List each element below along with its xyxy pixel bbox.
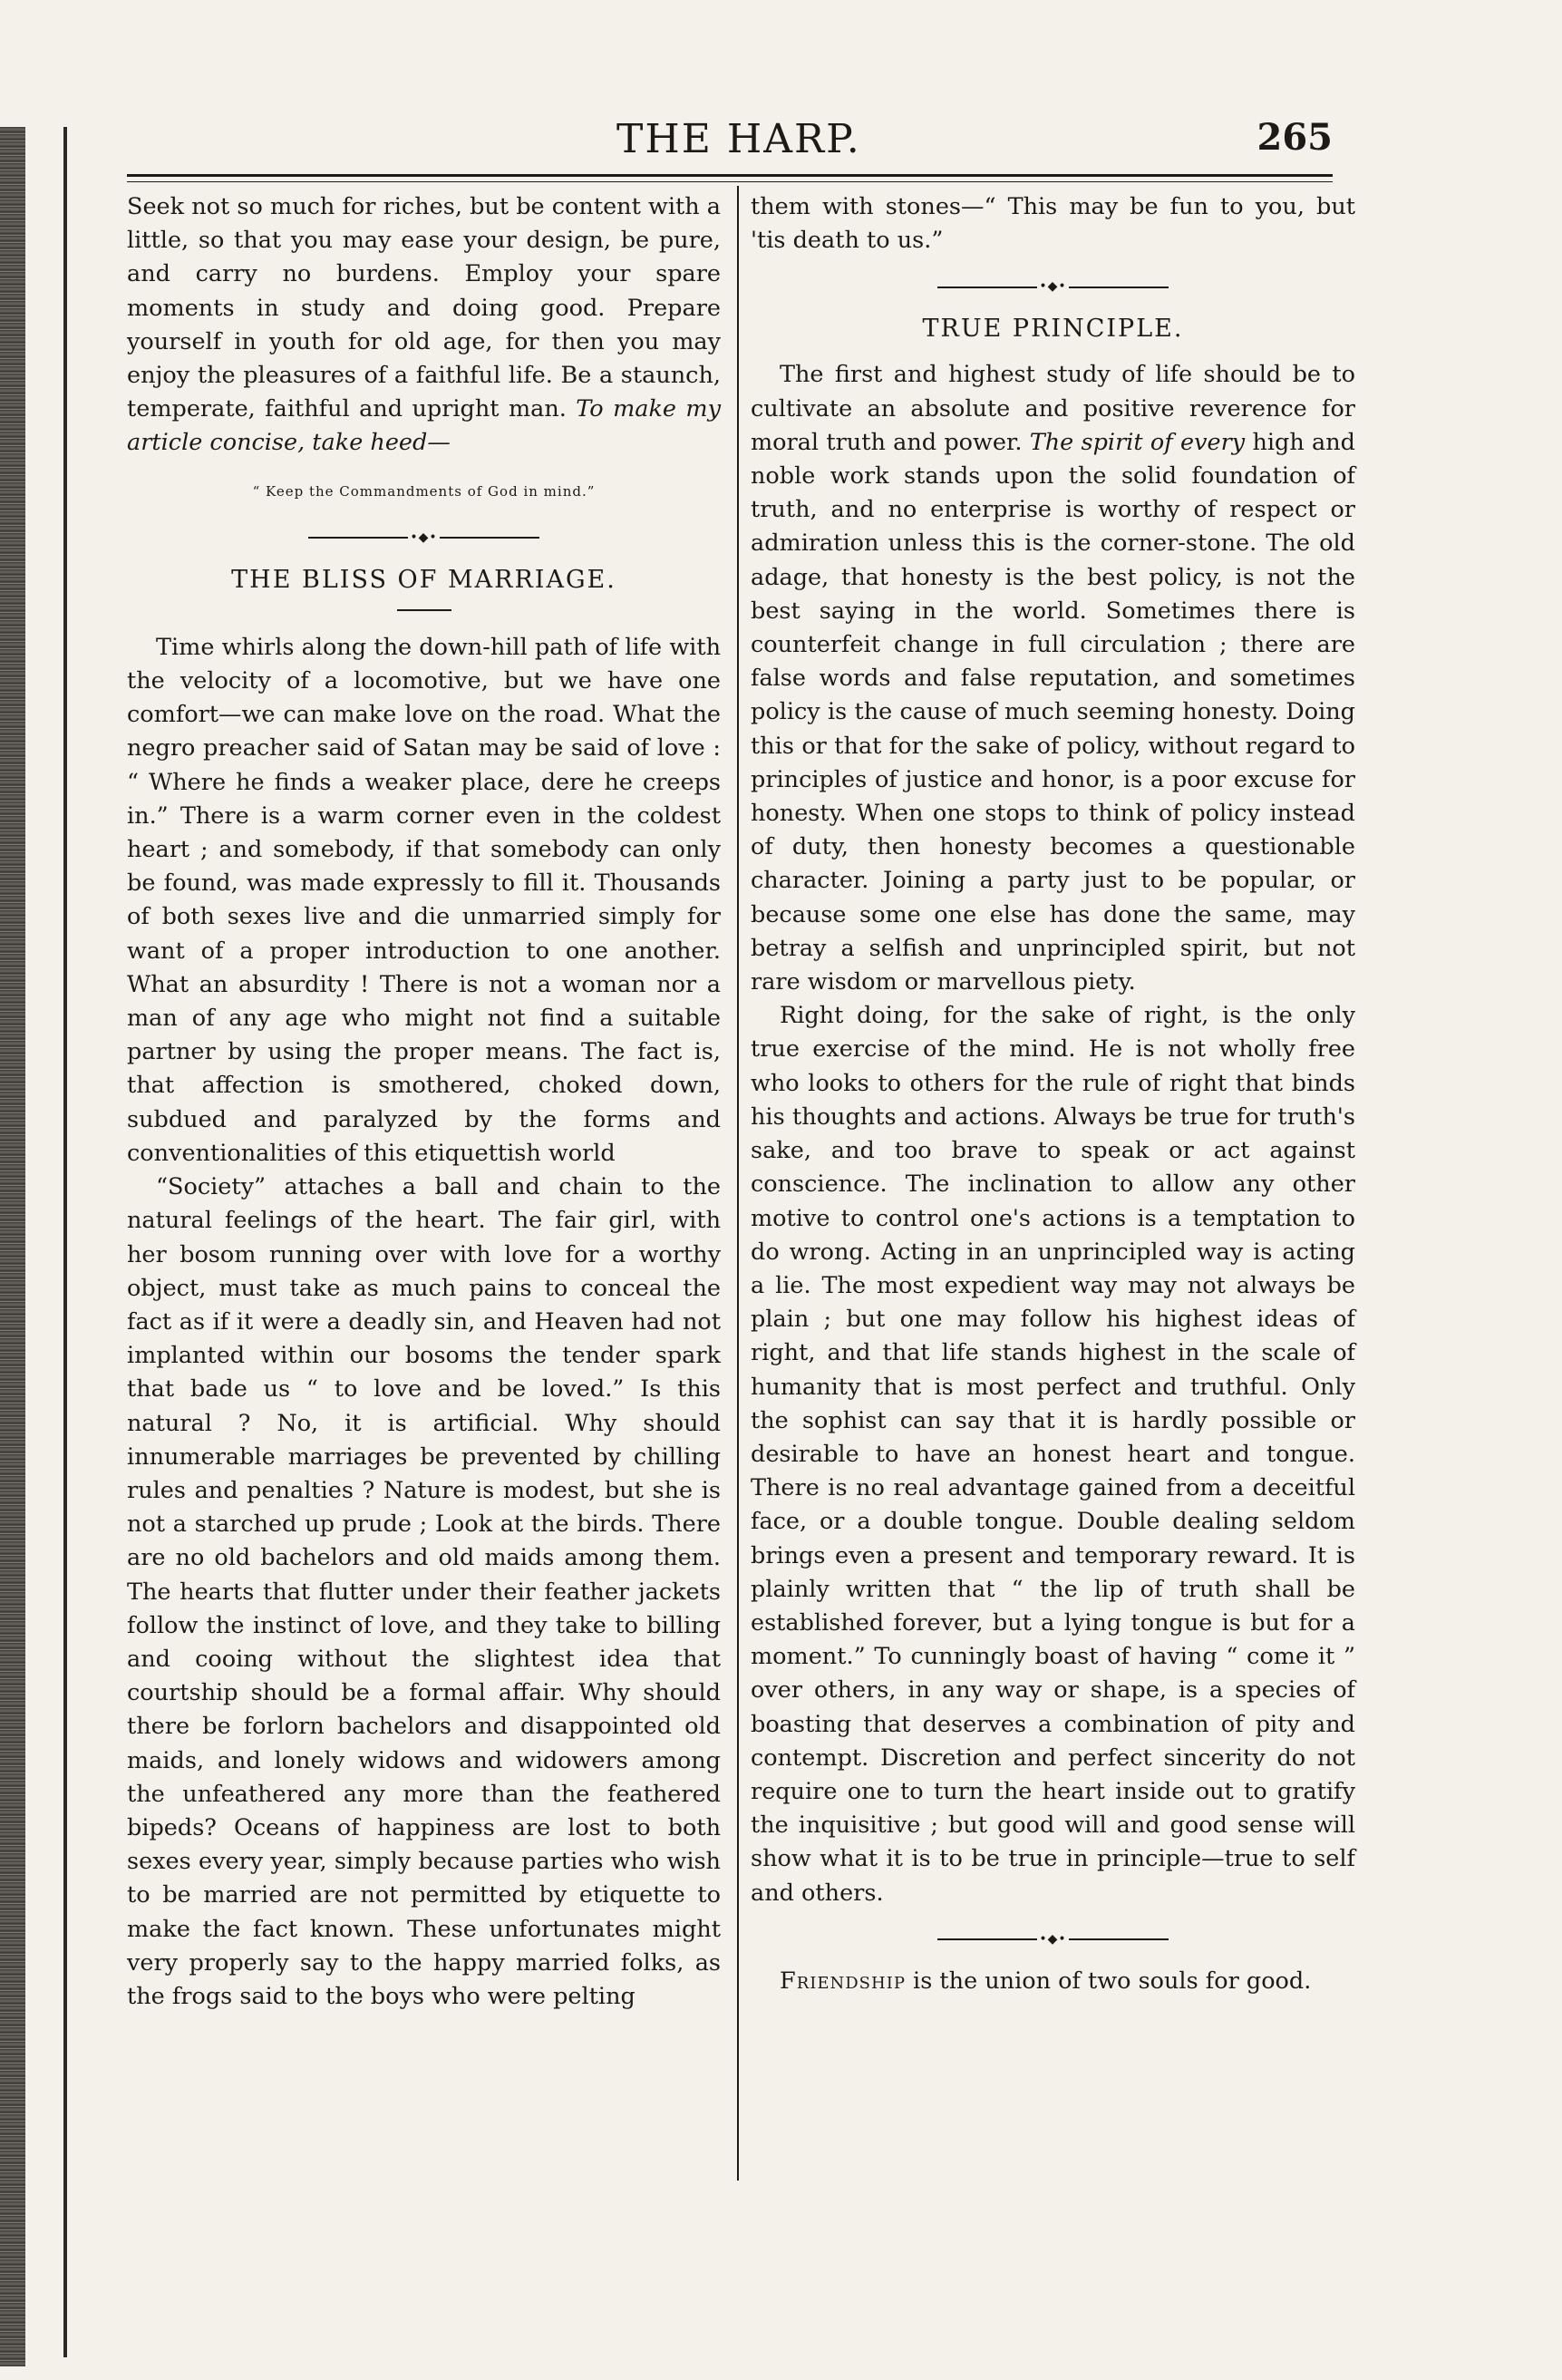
- ornament-glyph: •◆•: [1039, 279, 1067, 295]
- ornament-line-right: [440, 537, 539, 539]
- ornament-line-left: [937, 1938, 1037, 1940]
- article-title-marriage: THE BLISS OF MARRIAGE.: [231, 565, 616, 594]
- friendship-lead: Friendship: [780, 1967, 906, 1995]
- ornament-glyph: •◆•: [1039, 1931, 1067, 1947]
- article-title-principle: TRUE PRINCIPLE.: [922, 315, 1184, 344]
- friendship-rest: is the union of two souls for good.: [913, 1967, 1312, 1995]
- section-ornament: [751, 1923, 1355, 1957]
- opening-paragraph-italic: To make my article concise, take heed—: [127, 395, 722, 457]
- running-title: THE HARP.: [616, 116, 861, 162]
- section-ornament: [751, 270, 1355, 305]
- page-gutter-line: [63, 127, 67, 2357]
- section-ornament: [127, 521, 721, 556]
- article-paragraph: “Society” attaches a ball and chain to the natural feelings of the heart. The fair girl, with her bosom running over with love for a worthy object, must take as much pains to conceal the fact as if it were a deadly sin, and Heaven had not implanted within our bosoms the tender spark that bade us “ to love and be loved.” Is this natural ? No, it is artificial. Why should innumerable marriages be prevented by chilling rules and penalties ? Nature is modest, but she is not a starched up prude ; Look at the birds. There are no old bachelors and old maids among them. The hearts that flutter under their feather jackets follow the instinct of love, and they take to billing and cooing without the slightest idea that courtship should be a formal affair. Why should there be forlorn bachelors and disappointed old maids, and lonely widows and widowers among the unfeathered any more than the feathered bipeds? Oceans of happiness are lost to both sexes every year, simply because parties who wish to be married are not permitted by etiquette to make the fact known. These unfortunates might very properly say to the happy married folks, as the frogs said to the boys who were pelting: [127, 1173, 721, 2010]
- principle-paragraph-1-b: high and noble work stands upon the solid foundation of truth, and no enterprise is worthy of respect or admiration unless this is the corner-stone. The old adage, that honesty is the best policy, is not the best saying in the world. Sometimes there is counterfeit change in full circulation ; there are false words and false reputation, and sometimes policy is the cause of much seeming honesty. Doing this or that for the sake of policy, without regard to principles of justice and honor, is a poor excuse for honesty. When one stops to think of policy instead of duty, then honesty becomes a questionable character. Joining a party just to be popular, or because some one else has done the same, may betray a selfish and unprincipled spirit, but not rare wisdom or marvellous piety.: [751, 428, 1355, 996]
- principle-paragraph-1-a: The first and highest study of life should be to cultivate an absolute and positive reverence for moral truth and power.: [751, 361, 1355, 456]
- opening-paragraph: [127, 190, 721, 461]
- motto: “ Keep the Commandments of God in mind.”: [252, 482, 596, 500]
- principle-paragraph-2: Right doing, for the sake of right, is the only true exercise of the mind. He is not wholly free who looks to others for the rule of right that binds his thoughts and actions. Always be true for truth's sake, and too brave to speak or act against conscience. The inclination to allow any other motive to control one's actions is a temptation to do wrong. Acting in an unprincipled way is acting a lie. The most expedient way may not always be plain ; but one may follow his highest ideas of right, and that life stands highest in the scale of humanity that is most perfect and truthful. Only the sophist can say that it is hardly possible or desirable to have an honest heart and tongue. There is no real advantage gained from a deceitful face, or a double tongue. Double dealing seldom brings even a present and temporary reward. It is plainly written that “ the lip of truth shall be established forever, but a lying tongue is but for a moment.” To cunningly boast of having “ come it ” over others, in any way or shape, is a species of boasting that deserves a combination of pity and contempt. Discretion and perfect sincerity do not require one to turn the heart inside out to gratify the inquisitive ; but good will and good sense will show what it is to be true in principle—true to self and others.: [751, 1002, 1355, 1907]
- left-column: [127, 190, 721, 2014]
- ornament-line-left: [308, 537, 408, 539]
- ornament-glyph: •◆•: [410, 529, 438, 545]
- opening-paragraph-text: Seek not so much for riches, but be content with a little, so that you may ease your design, be pure, and carry no burdens. Employ your spare moments in study and doing good. Prepare yourself in youth for old age, for then you may enjoy the pleasures of a faithful life. Be a staunch, temperate, faithful and upright man.: [127, 193, 721, 423]
- page-header: [127, 116, 1333, 170]
- article-paragraph: Time whirls along the down-hill path of life with the velocity of a locomotive, but we have one comfort—we can make love on the road. What the negro preacher said of Satan may be said of love : “ Where he finds a weaker place, dere he creeps in.” There is a warm corner even in the coldest heart ; and somebody, if that somebody can only be found, was made expressly to fill it. Thousands of both sexes live and die unmarried simply for want of a proper introduction to one another. What an absurdity ! There is not a woman nor a man of any age who might not find a suitable partner by using the proper means. The fact is, that affection is smothered, choked down, subdued and paralyzed by the forms and conventionalities of this etiquettish world: [127, 633, 721, 1167]
- title-gap: [751, 345, 1355, 358]
- book-binding-edge: [0, 127, 25, 2366]
- ornament-line-right: [1069, 287, 1169, 288]
- continuation-paragraph: them with stones—“ This may be fun to you, but 'tis death to us.”: [751, 193, 1355, 255]
- header-rule: [127, 174, 1333, 177]
- column-divider: [737, 186, 739, 2181]
- ornament-line-left: [937, 287, 1037, 288]
- header-rule-thin: [127, 181, 1333, 182]
- principle-paragraph-1-italic: The spirit of every: [1029, 428, 1246, 456]
- title-underline: [397, 609, 451, 611]
- right-column: [751, 190, 1355, 1998]
- friendship-paragraph: [751, 1965, 1355, 1998]
- principle-paragraph-1: [751, 358, 1355, 999]
- ornament-line-right: [1069, 1938, 1169, 1940]
- page-number: 265: [1256, 116, 1333, 159]
